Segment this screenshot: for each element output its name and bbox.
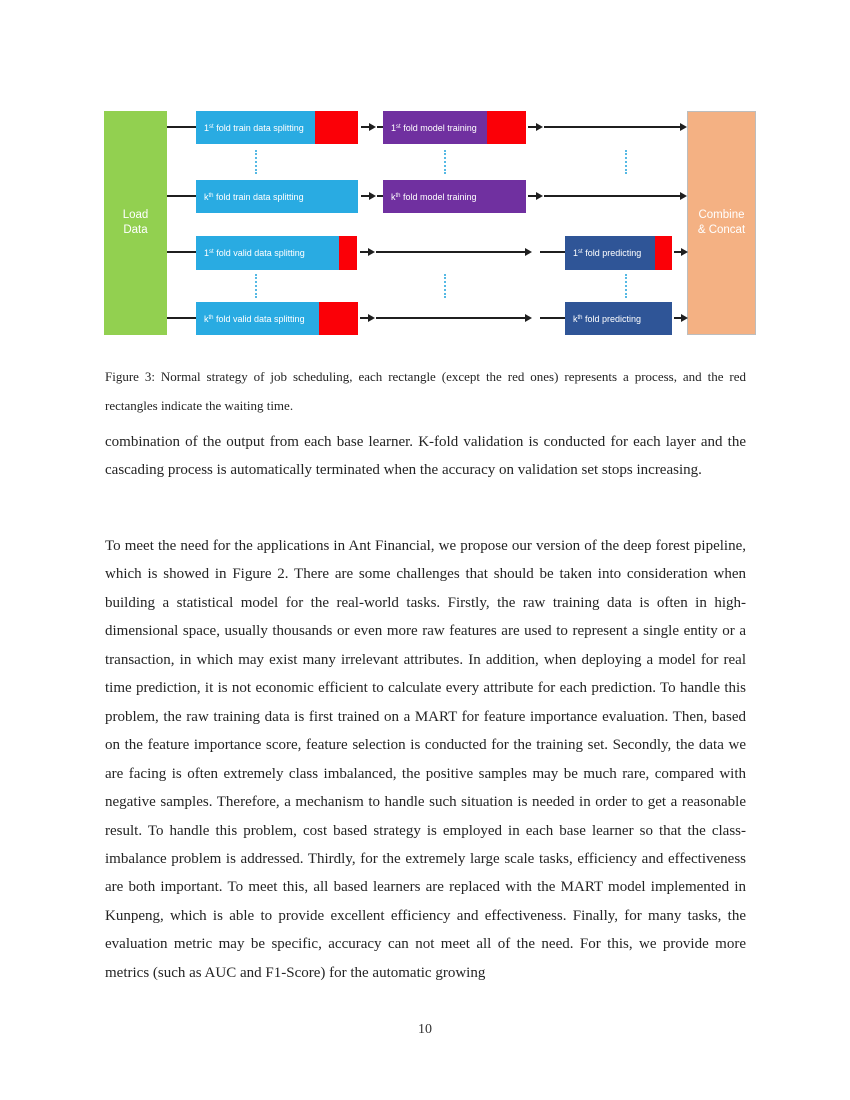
- connector-line: [167, 126, 196, 128]
- wait-time-block: [319, 302, 358, 335]
- connector-line: [167, 317, 196, 319]
- connector-line: [528, 126, 536, 128]
- arrowhead-icon: [369, 192, 376, 200]
- ellipsis-dots: [444, 274, 446, 298]
- box-train-split-k: [196, 180, 358, 213]
- box-valid-split-1: [196, 236, 357, 270]
- box-model-train-1: [383, 111, 526, 144]
- connector-line: [376, 317, 525, 319]
- body-paragraph-2: To meet the need for the applications in Ant Financial, we propose our version of the deep forest pipeline, which is showed in Figure 2. There are some challenges that should be taken into consideration when building a statistical model for the real-world tasks. Firstly, the raw training data is often in high-dimensional space, usually thousands or even more raw features are used to represent a single entity or a transaction, in which may exist many irrelevant attributes. In addition, when deploying a model for real time prediction, it is not economic efficient to calculate every attribute for each prediction. To handle this problem, the raw training data is first trained on a MART for feature importance evaluation. Then, based on the feature importance score, feature selection is conducted for the training set. Secondly, the data we are facing is often extremely class imbalanced, the positive samples may be much rare, compared with negative samples. Therefore, a mechanism to handle such situation is needed in order to get a reasonable result. To handle this problem, cost based strategy is employed in each base learner so that the class-imbalance problem is addressed. Thirdly, for the extremely large scale tasks, efficiency and effectiveness are both important. To meet this, all based learners are replaced with the MART model implemented in Kunpeng, which is able to provide excellent efficiency and effectiveness. Finally, for many tasks, the evaluation metric may be specific, accuracy can not meet all of the need. For this, we provide more metrics (such as AUC and F1-Score) for the automatic growing: [105, 538, 746, 981]
- ellipsis-dots: [625, 150, 627, 174]
- page-number: 10: [418, 1022, 432, 1037]
- load-data-label-line2: Data: [123, 224, 148, 236]
- box-model-train-1-label: 1st fold model training: [391, 122, 477, 133]
- box-train-split-1: [196, 111, 358, 144]
- wait-time-block: [487, 111, 526, 144]
- combine-label-line2: & Concat: [697, 224, 746, 236]
- connector-line: [167, 195, 196, 197]
- box-model-train-k: [383, 180, 526, 213]
- arrowhead-icon: [368, 314, 375, 322]
- connector-line: [376, 251, 525, 253]
- load-data-box: [104, 111, 167, 335]
- box-valid-split-1-label: 1st fold valid data splitting: [204, 248, 305, 258]
- connector-line: [540, 251, 565, 253]
- ellipsis-dots: [444, 150, 446, 174]
- box-predict-k-label: $k^{th}$ fold predicting: [573, 313, 642, 324]
- figure-caption: Figure 3: Normal strategy of job scheduling, each rectangle (except the red ones) represents a process, and the red rectangles indicate the waiting time.: [105, 369, 746, 413]
- arrowhead-icon: [536, 192, 543, 200]
- wait-time-block: [655, 236, 672, 270]
- connector-line: [360, 251, 368, 253]
- arrowhead-icon: [680, 192, 687, 200]
- box-valid-split-k-label: $k^{th}$ fold valid data splitting: [204, 313, 305, 324]
- box-train-split-k-label: $k^{th}$ fold train data splitting: [204, 191, 304, 202]
- combine-concat-box: [687, 111, 756, 335]
- wait-time-block: [339, 236, 357, 270]
- body-paragraph-1: combination of the output from each base learner. K-fold validation is conducted for each layer and the cascading process is automatically terminated when the accuracy on validation set stops increasing.: [105, 434, 746, 479]
- arrowhead-icon: [680, 123, 687, 131]
- combine-label-line1: Combine: [698, 209, 745, 221]
- figure-3-diagram: [104, 111, 756, 335]
- arrowhead-icon: [681, 314, 688, 322]
- arrowhead-icon: [525, 248, 532, 256]
- connector-line: [674, 317, 681, 319]
- box-predict-1-label: 1st fold predicting: [573, 248, 642, 258]
- ellipsis-dots: [255, 274, 257, 298]
- connector-line: [360, 317, 368, 319]
- ellipsis-dots: [255, 150, 257, 174]
- arrowhead-icon: [525, 314, 532, 322]
- arrowhead-icon: [536, 123, 543, 131]
- box-predict-1: [565, 236, 672, 270]
- arrowhead-icon: [368, 248, 375, 256]
- arrowhead-icon: [681, 248, 688, 256]
- box-predict-k: [565, 302, 672, 335]
- box-valid-split-k: [196, 302, 358, 335]
- connector-line: [361, 126, 369, 128]
- connector-line: [167, 251, 196, 253]
- ellipsis-dots: [625, 274, 627, 298]
- connector-line: [528, 195, 536, 197]
- connector-line: [544, 195, 680, 197]
- box-train-split-1-label: 1st fold train data splitting: [204, 122, 304, 133]
- load-data-label-line1: Load: [122, 209, 149, 221]
- connector-line: [544, 126, 680, 128]
- connector-line: [361, 195, 369, 197]
- connector-line: [540, 317, 565, 319]
- wait-time-block: [315, 111, 358, 144]
- box-model-train-k-label: $k^{th}$ fold model training: [391, 191, 477, 202]
- arrowhead-icon: [369, 123, 376, 131]
- connector-line: [674, 251, 681, 253]
